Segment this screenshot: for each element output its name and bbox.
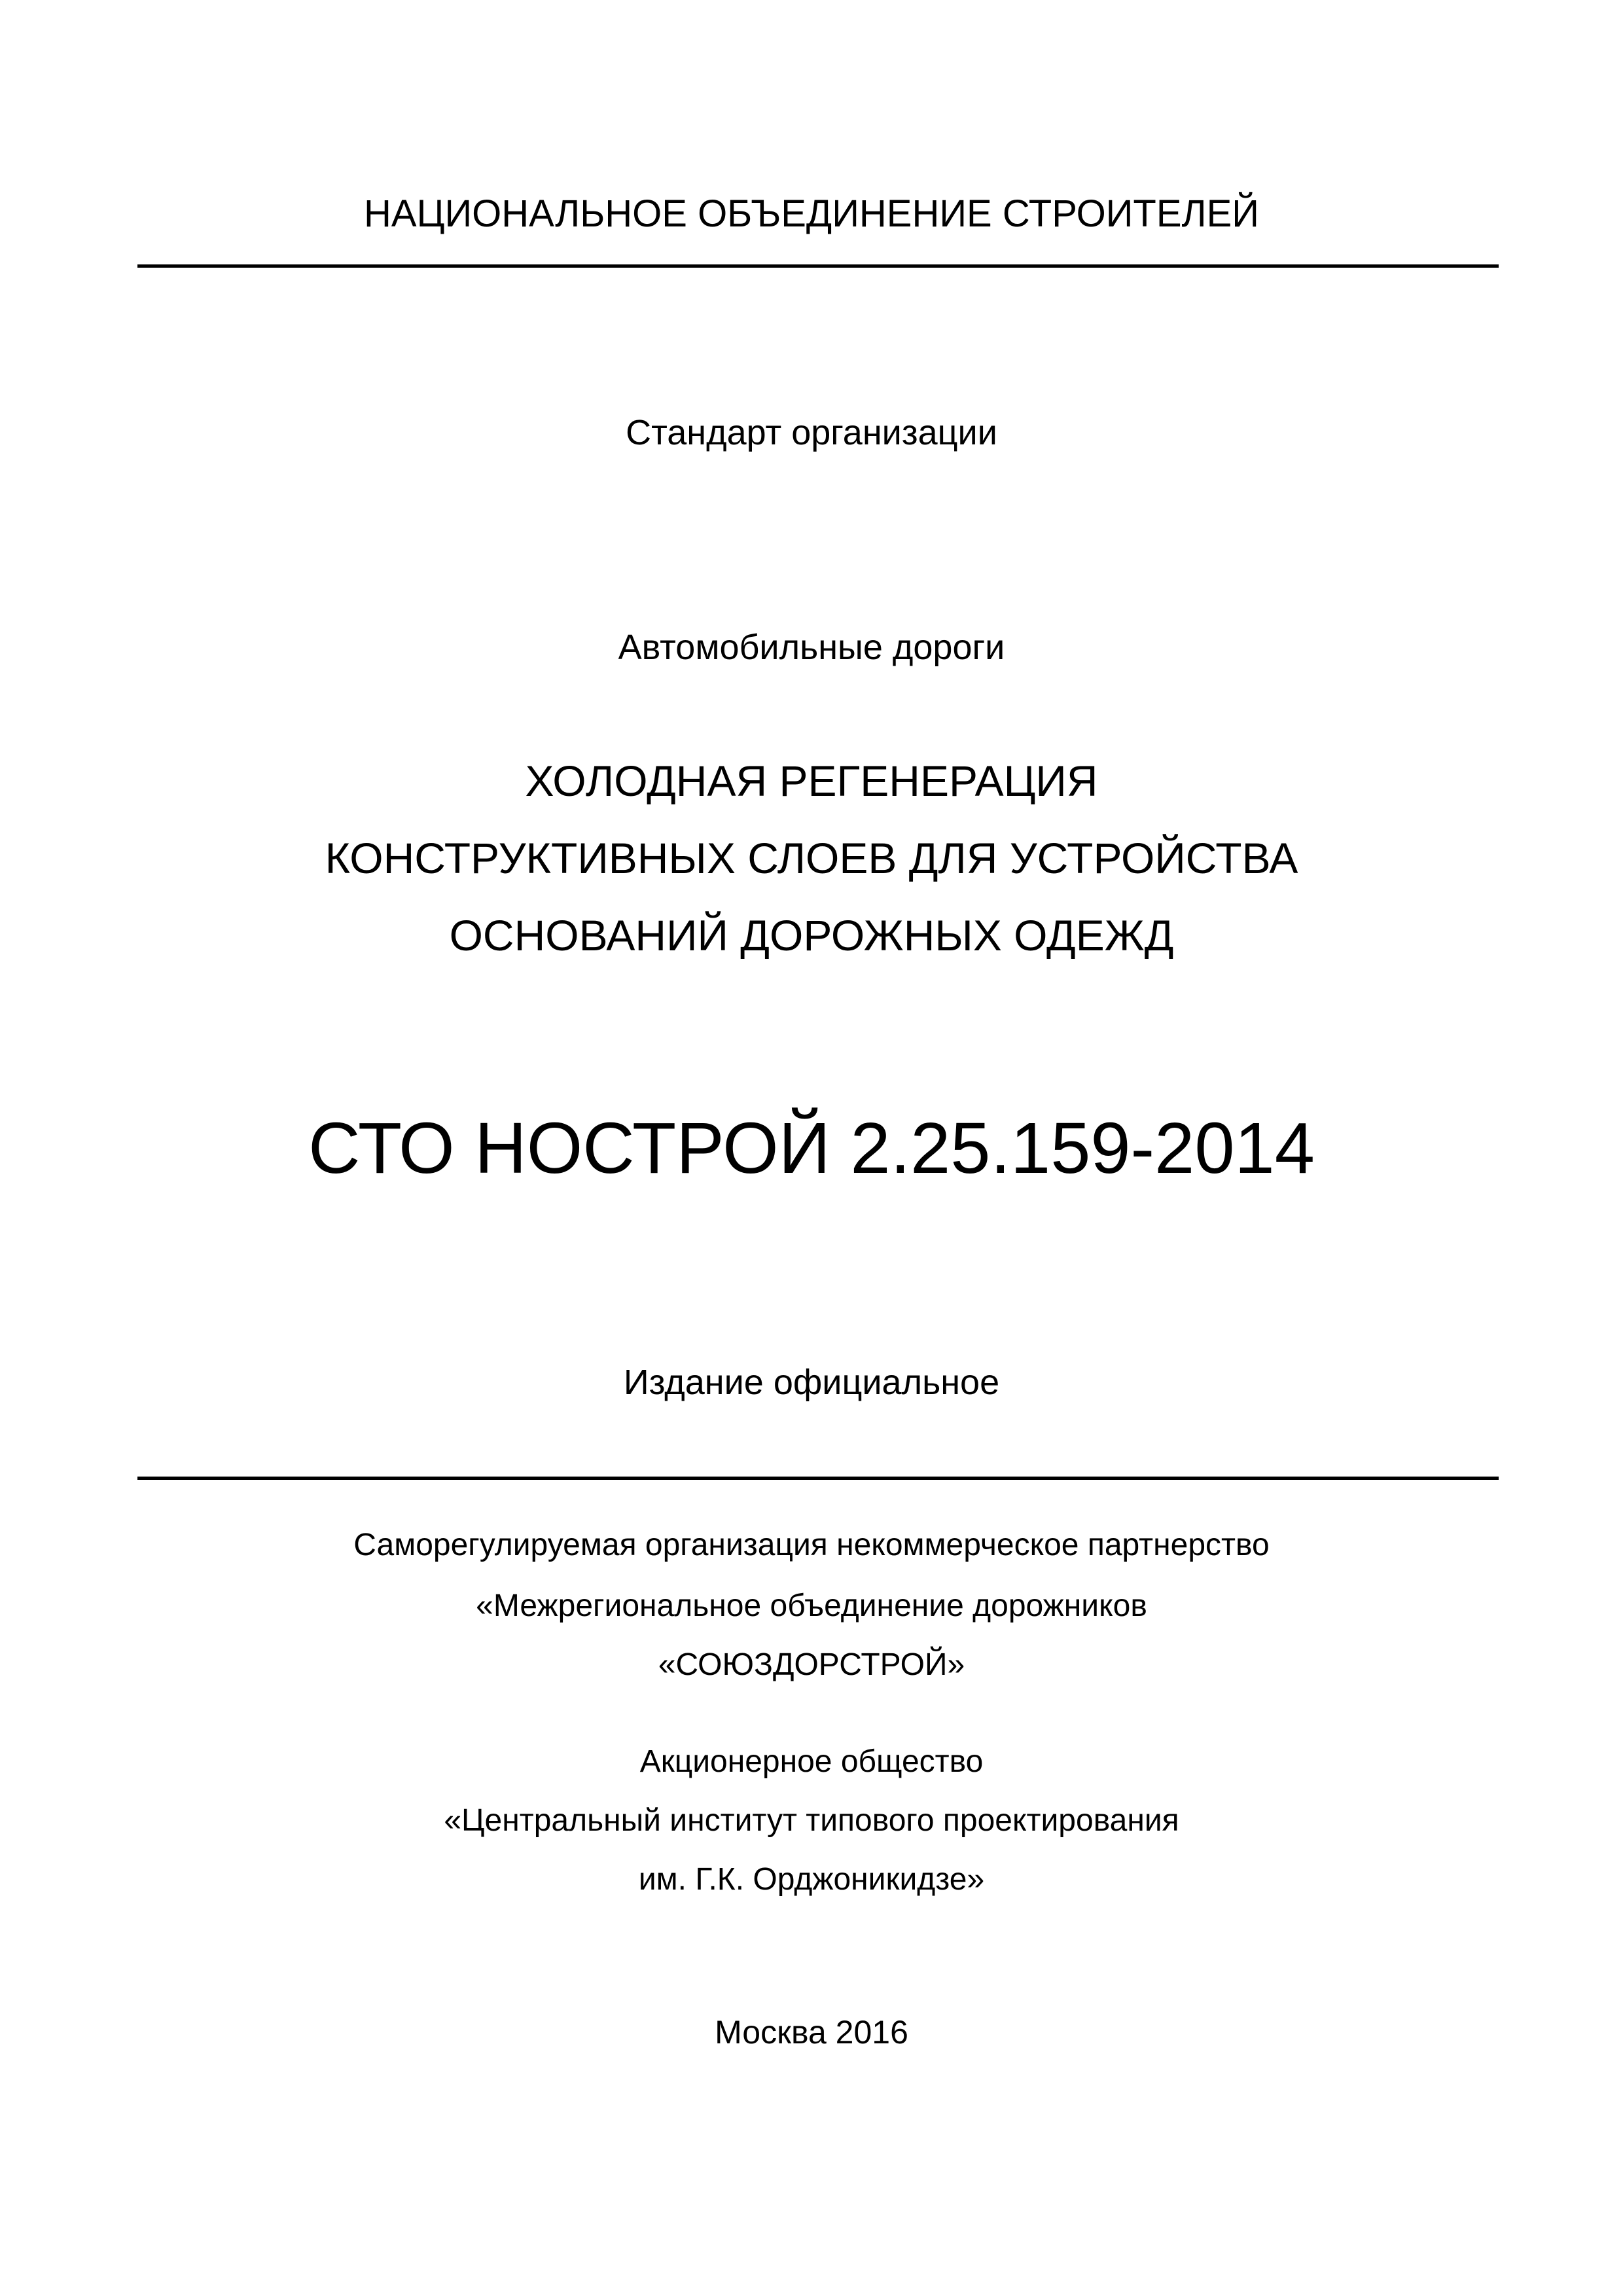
edition-label: Издание официальное bbox=[623, 1363, 1000, 1402]
developer-1-line-3: «СОЮЗДОРСТРОЙ» bbox=[658, 1647, 965, 1682]
developer-2-line-3: им. Г.К. Орджоникидзе» bbox=[638, 1862, 985, 1897]
developer-2-line-1: Акционерное общество bbox=[639, 1744, 984, 1779]
title-line-2: КОНСТРУКТИВНЫХ СЛОЕВ ДЛЯ УСТРОЙСТВА bbox=[325, 834, 1298, 882]
document-designation: СТО НОСТРОЙ 2.25.159-2014 bbox=[308, 1108, 1315, 1189]
title-line-1: ХОЛОДНАЯ РЕГЕНЕРАЦИЯ bbox=[525, 757, 1098, 805]
document-type: Стандарт организации bbox=[626, 413, 997, 452]
edition-rule bbox=[137, 1477, 1499, 1480]
document-category: Автомобильные дороги bbox=[618, 628, 1005, 667]
developer-2-line-2: «Центральный институт типового проектирования bbox=[444, 1803, 1179, 1838]
developer-1-line-2: «Межрегиональное объединение дорожников bbox=[476, 1588, 1147, 1623]
organization-header: НАЦИОНАЛЬНОЕ ОБЪЕДИНЕНИЕ СТРОИТЕЛЕЙ bbox=[364, 192, 1259, 235]
imprint-place-year: Москва 2016 bbox=[715, 2014, 908, 2051]
title-line-3: ОСНОВАНИЙ ДОРОЖНЫХ ОДЕЖД bbox=[449, 911, 1174, 960]
developer-1-line-1: Саморегулируемая организация некоммерческое партнерство bbox=[353, 1528, 1270, 1562]
header-rule bbox=[137, 264, 1499, 268]
